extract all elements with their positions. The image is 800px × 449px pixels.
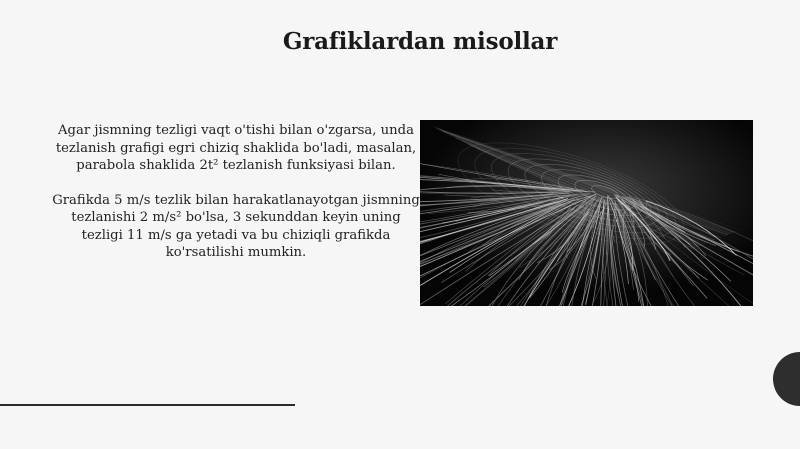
paragraph-2: Grafikda 5 m/s tezlik bilan harakatlanayotgan jismning tezlanishi 2 m/s² bo'lsa, 3 sekunddan keyin uning tezligi 11 m/s ga yetadi va bu chiziqli grafikda ko'rsatilishi mumkin. <box>52 192 420 260</box>
decorative-circle <box>773 352 800 406</box>
abstract-lines-image <box>420 120 753 306</box>
slide-title: Grafiklardan misollar <box>282 28 558 55</box>
decorative-divider <box>0 404 295 406</box>
paragraph-1: Agar jismning tezligi vaqt o'tishi bilan o'zgarsa, unda tezlanish grafigi egri chiziq shaklida bo'ladi, masalan, parabola shaklida 2t² tezlanish funksiyasi bilan. <box>55 123 417 173</box>
slide-body <box>52 122 420 279</box>
abstract-lines-art <box>420 120 753 306</box>
